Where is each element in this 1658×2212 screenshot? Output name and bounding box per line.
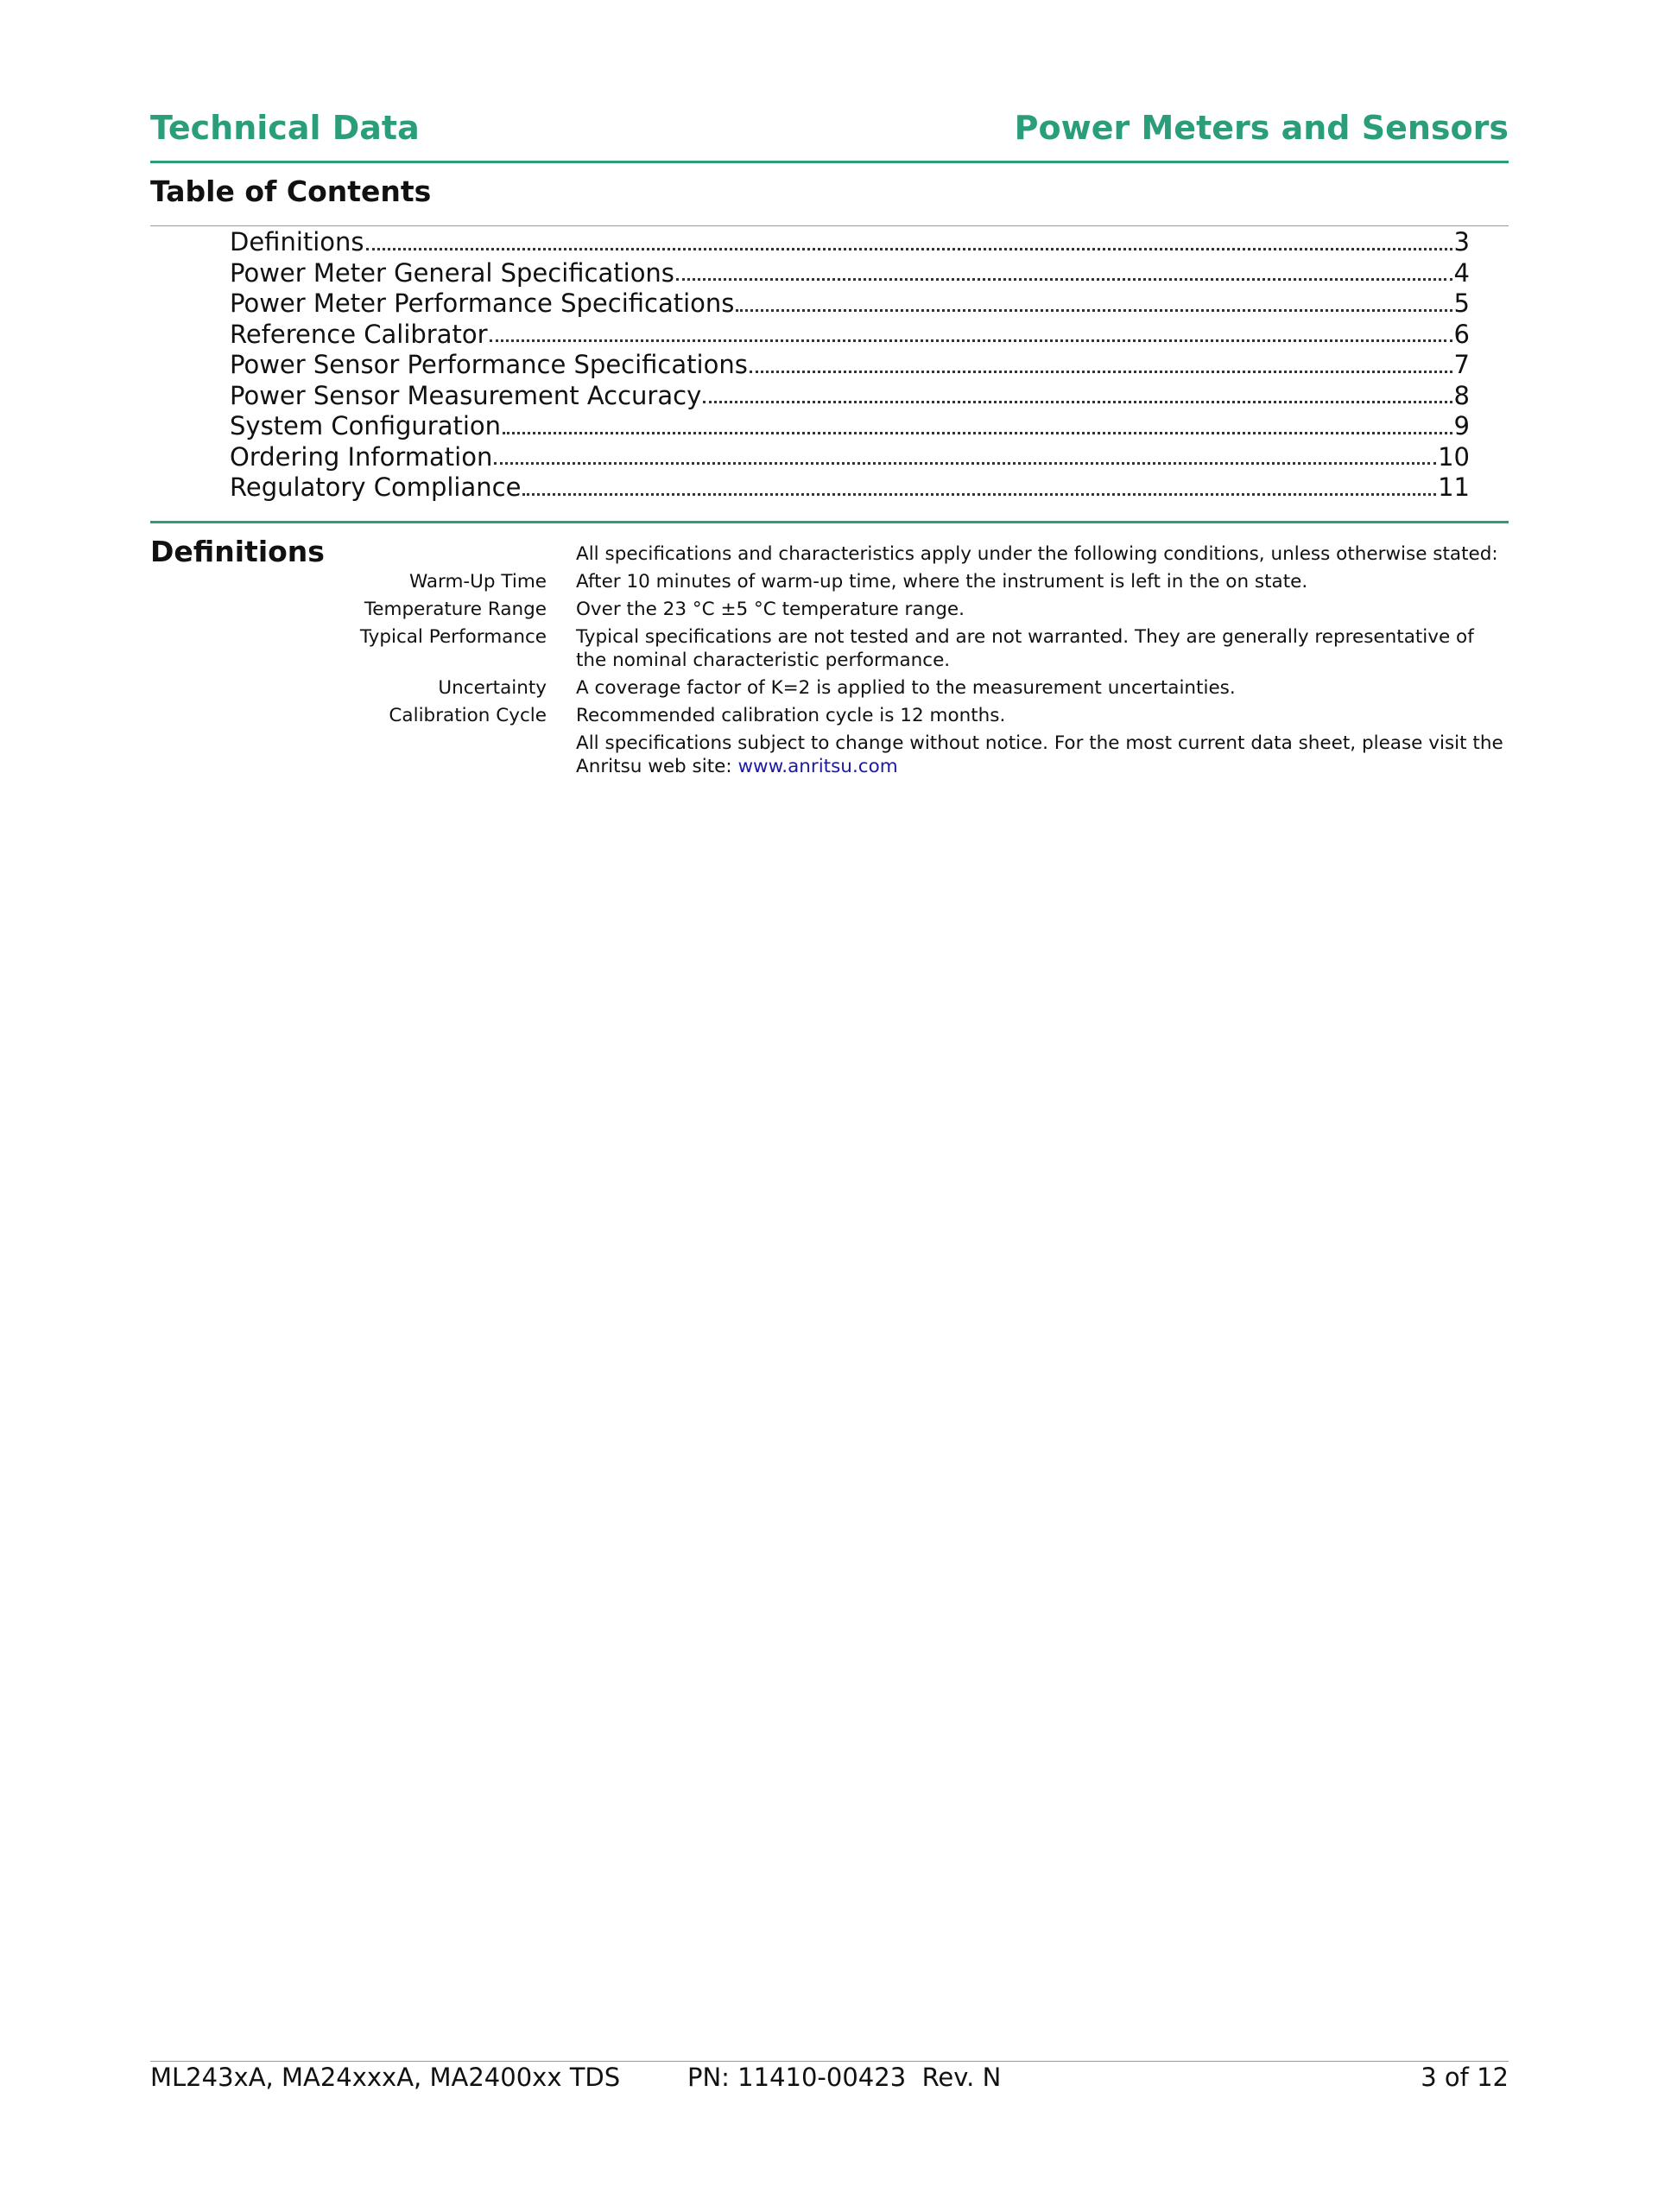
toc-list [230,227,1470,504]
anritsu-website-link[interactable]: www.anritsu.com [737,756,898,777]
definitions-intro: All specifications and characteristics apply under the following conditions, unless otherwise stated: [576,543,1498,565]
toc-leader-dots [494,462,1436,465]
definition-row [150,570,1509,593]
toc-entry-system-configuration[interactable] [230,411,1470,442]
toc-leader-dots [366,248,1452,250]
toc-leader-dots [522,493,1436,496]
definitions-intro-row [150,542,1509,566]
definition-term: Typical Performance [359,626,547,648]
header-divider [150,161,1509,163]
toc-entry-page: 8 [1453,380,1470,410]
toc-leader-dots [736,309,1452,312]
toc-entry-ordering-information[interactable] [230,442,1470,473]
definition-row [150,676,1509,700]
definitions-note [576,732,1509,778]
toc-entry-definitions[interactable] [230,227,1470,258]
toc-entry-label: Ordering Information [230,441,493,472]
definition-desc: Recommended calibration cycle is 12 months. [576,705,1006,726]
toc-entry-label: Power Sensor Performance Specifications [230,350,748,379]
toc-leader-dots [490,339,1452,342]
toc-leader-dots [750,371,1452,373]
toc-top-divider [150,225,1509,226]
definitions-heading: Definitions [150,535,325,568]
toc-entry-page: 11 [1438,472,1470,502]
toc-entry-page: 6 [1453,319,1470,349]
toc-heading: Table of Contents [150,174,432,208]
definitions-table [150,542,1509,783]
toc-entry-page: 3 [1453,227,1470,257]
page-header [150,102,1509,164]
toc-entry-page: 4 [1453,257,1470,288]
toc-entry-regulatory-compliance[interactable] [230,472,1470,504]
definitions-note-row [150,732,1509,778]
definition-term: Warm-Up Time [408,571,547,593]
toc-entry-power-sensor-accuracy[interactable] [230,381,1470,412]
toc-entry-page: 10 [1438,441,1470,472]
footer-divider [150,2061,1509,2062]
definition-desc: Over the 23 °C ±5 °C temperature range. [576,599,965,620]
footer-part-number: PN: 11410-00423 Rev. N [687,2063,1002,2092]
toc-bottom-divider [150,521,1509,523]
toc-entry-reference-calibrator[interactable] [230,320,1470,351]
toc-entry-power-meter-general[interactable] [230,258,1470,289]
toc-entry-label: Reference Calibrator [230,319,488,349]
toc-entry-page: 7 [1453,350,1470,379]
definitions-note-text: All specifications subject to change without notice. For the most current data sheet, please visit the Anritsu web site: [576,732,1503,777]
header-title-left: Technical Data [150,109,420,147]
toc-entry-power-meter-performance[interactable] [230,288,1470,320]
toc-entry-label: System Configuration [230,411,502,440]
definition-term: Calibration Cycle [389,705,547,726]
toc-entry-label: Power Meter Performance Specifications [230,288,735,318]
definition-row [150,625,1509,672]
definition-desc: A coverage factor of K=2 is applied to the measurement uncertainties. [576,677,1236,699]
definition-term: Temperature Range [364,599,547,620]
footer-document-title: ML243xA, MA24xxxA, MA2400xx TDS [150,2063,621,2092]
definition-row [150,598,1509,621]
toc-entry-label: Power Meter General Specifications [230,257,674,288]
definition-term: Uncertainty [438,677,547,699]
document-page [150,0,1509,2212]
toc-entry-power-sensor-performance[interactable] [230,350,1470,381]
toc-leader-dots [503,432,1452,434]
toc-entry-page: 5 [1453,288,1470,318]
toc-entry-page: 9 [1453,411,1470,440]
definition-row [150,704,1509,727]
toc-entry-label: Regulatory Compliance [230,472,522,502]
toc-entry-label: Power Sensor Measurement Accuracy [230,380,702,410]
definition-desc: After 10 minutes of warm-up time, where the instrument is left in the on state. [576,571,1308,593]
footer-page-number: 3 of 12 [1421,2063,1509,2092]
header-title-right: Power Meters and Sensors [1014,109,1509,147]
toc-leader-dots [703,401,1452,403]
definition-desc: Typical specifications are not tested and are not warranted. They are generally representative of the nominal characteristic performance. [576,626,1474,671]
toc-entry-label: Definitions [230,227,364,257]
toc-leader-dots [676,278,1452,281]
